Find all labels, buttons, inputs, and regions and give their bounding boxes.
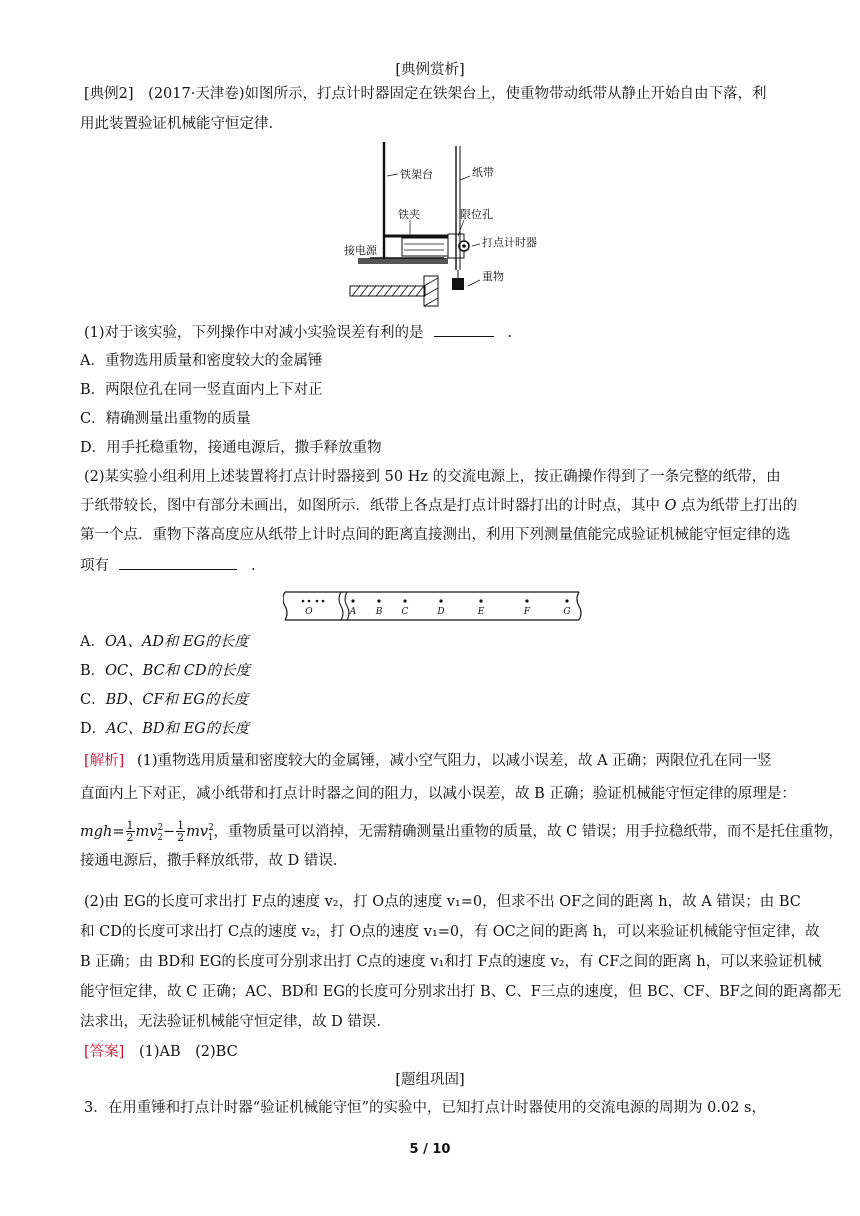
q2-option-a-letter: A．: [80, 634, 105, 650]
tape-dot-o-cluster-0: [302, 600, 305, 603]
q1-option-d: D．用手托稳重物，接通电源后，撒手释放重物: [80, 440, 382, 456]
analysis-p1-text1: (1)重物选用质量和密度较大的金属锤，减小空气阻力，以减小误差，故 A 正确；两限位孔在同一竖: [136, 753, 772, 769]
label-weight: 重物: [482, 270, 504, 283]
q2-answer-blank: [119, 555, 237, 570]
example-intro-line2: 用此装置验证机械能守恒定律.: [80, 116, 274, 132]
q2-option-b-text: OC、BC和 CD的长度: [105, 663, 250, 679]
q1-stem-end: .: [507, 325, 513, 341]
q2-option-c: [80, 690, 810, 710]
paper-tape-figure: [283, 588, 583, 624]
tape-label-d: D: [437, 607, 445, 617]
q2-option-a-text: OA、AD和 EG的长度: [104, 634, 249, 650]
frac2-den: 2: [177, 831, 185, 845]
answer-line: [84, 1042, 814, 1062]
q2-option-d: [80, 719, 810, 739]
q1-answer-blank: [434, 322, 494, 337]
q2-stem-line2: [80, 496, 810, 516]
tape-label-a: A: [349, 607, 357, 617]
eq-minus: −: [162, 823, 176, 840]
tape-labels: [305, 607, 570, 617]
label-tape: 纸带: [472, 166, 494, 179]
example-source: (2017·天津卷): [148, 86, 245, 102]
tape-dot-f: [525, 599, 528, 602]
tape-label-b: B: [375, 607, 383, 617]
eq-term1: mv: [135, 823, 158, 840]
tape-dots: [302, 599, 569, 602]
frac1-num: 1: [126, 819, 134, 833]
analysis-p1-text3: ，重物质量可以消掉，无需精确测量出重物的质量，故 C 错误；用手拉稳纸带，而不是托住重物，: [213, 823, 843, 840]
question-3-line: 3．在用重锤和打点计时器“验证机械能守恒”的实验中，已知打点计时器使用的交流电源的周期为 0.02 s，: [84, 1100, 766, 1116]
tape-label-c: C: [401, 607, 409, 617]
q1-option-b: B．两限位孔在同一竖直面内上下对正: [80, 382, 323, 398]
q2-stem-line4: [80, 555, 810, 576]
tape-dot-b: [377, 599, 380, 602]
label-timer: 打点计时器: [482, 236, 537, 249]
analysis-p1-line1: [84, 751, 814, 771]
tape-label-o: O: [305, 607, 313, 617]
section-header-example: [典例赏析]: [395, 62, 465, 78]
q2-stem-line1: (2)某实验小组利用上述装置将打点计时器接到 50 Hz 的交流电源上，按正确操作得到了一条完整的纸带，由: [84, 469, 781, 485]
label-limit-hole: 限位孔: [460, 208, 493, 221]
label-stand: 铁架台: [400, 168, 433, 181]
q2-line4-text: 项有: [80, 558, 109, 574]
stand-base: [358, 258, 448, 264]
frac2-num: 1: [177, 819, 185, 833]
experiment-apparatus-diagram: [340, 140, 560, 310]
analysis-p1-line2: 直面内上下对正，减小纸带和打点计时器之间的阻力，以减小误差，故 B 正确；验证机械能守恒定律的原理是：: [80, 786, 796, 802]
label-clamp: 铁夹: [398, 208, 420, 221]
analysis-p1-line3: mgh= $\frac{1}{2}$ $mv^2_2-$ $\frac{1}{2}$ $mv^2_1$，重物质量可以消掉，无需精确测量出重物的质量，故 C 错误；用手拉稳纸带，而不是托住重物，: [80, 819, 843, 845]
analysis-p1-line4: 接通电源后，撒手释放纸带，故 D 错误.: [80, 853, 338, 869]
fraction-half-1: [126, 820, 135, 843]
fraction-half-2: [176, 820, 185, 843]
answer-text: (1)AB (2)BC: [138, 1044, 238, 1060]
timer-body: [402, 238, 448, 256]
tape-dot-e: [479, 599, 482, 602]
q2-line2-point-o: O: [664, 498, 677, 514]
q2-option-d-letter: D．: [80, 721, 107, 737]
q1-option-c: C．精确测量出重物的质量: [80, 411, 251, 427]
q2-line2-part2: 点为纸带上打出的: [676, 498, 798, 514]
q2-option-a: [80, 632, 810, 652]
frac1-den: 2: [126, 831, 134, 845]
tape-label-f: F: [523, 607, 531, 617]
analysis-tag: [解析]: [84, 753, 125, 769]
tape-dot-g: [565, 599, 568, 602]
tape-dot-o-cluster-3: [322, 600, 325, 603]
tape-dot-d: [439, 599, 442, 602]
page-number: 5 / 10: [409, 1142, 451, 1157]
q2-option-d-text: AC、BD和 EG的长度: [106, 721, 250, 737]
q2-option-c-letter: C．: [80, 692, 106, 708]
q2-option-c-text: BD、CF和 EG的长度: [105, 692, 249, 708]
analysis-p2-line1: (2)由 EG的长度可求出打 F点的速度 v₂，打 O点的速度 v₁=0，但求不出 OF之间的距离 h，故 A 错误；由 BC: [84, 894, 801, 910]
label-power: 接电源: [344, 244, 377, 257]
q1-stem-text: (1)对于该实验，下列操作中对减小实验误差有利的是: [84, 325, 424, 341]
eq-term2: mv: [186, 823, 209, 840]
tape-dot-c: [403, 599, 406, 602]
q2-line2-part1: 于纸带较长，图中有部分未画出，如图所示．纸带上各点是打点计时器打出的计时点，其中: [80, 498, 665, 514]
example-text-1: 如图所示，打点计时器固定在铁架台上，使重物带动纸带从静止开始自由下落，利: [244, 86, 767, 102]
analysis-p2-line5: 法求出，无法验证机械能守恒定律，故 D 错误.: [80, 1014, 381, 1030]
q2-stem-line3: 第一个点．重物下落高度应从纸带上计时点间的距离直接测出，利用下列测量值能完成验证机械能守恒定律的选: [80, 527, 791, 543]
weight: [452, 278, 464, 290]
tape-label-g: G: [563, 607, 571, 617]
q2-option-b: [80, 661, 810, 681]
q1-option-a: A．重物选用质量和密度较大的金属锤: [80, 353, 323, 369]
analysis-p2-line2: 和 CD的长度可求出打 C点的速度 v₂，打 O点的速度 v₁=0，有 OC之间的距离 h，可以来验证机械能守恒定律，故: [80, 924, 820, 940]
analysis-p2-line3: B 正确；由 BD和 EG的长度可分别求出打 C点的速度 v₁和打 F点的速度 v₂，有 CF之间的距离 h，可以来验证机械: [80, 954, 822, 970]
q1-stem: [84, 322, 814, 343]
example-tag: [典例2]: [84, 86, 134, 102]
example-intro-line1: [84, 84, 814, 104]
eq-lhs: mgh=: [80, 823, 125, 840]
tape-dot-o-cluster-2: [316, 600, 319, 603]
tape-dot-o-cluster-1: [308, 600, 311, 603]
q2-option-b-letter: B．: [80, 663, 106, 679]
section-header-practice: [题组巩固]: [395, 1072, 465, 1088]
tape-label-e: E: [477, 607, 485, 617]
q2-line4-end: .: [251, 558, 256, 574]
answer-tag: [答案]: [84, 1044, 125, 1060]
analysis-p2-line4: 能守恒定律，故 C 正确；AC、BD和 EG的长度可分别求出打 B、C、F三点的速度，但 BC、CF、BF之间的距离都无: [80, 984, 842, 1000]
tape-dot-a: [351, 599, 354, 602]
